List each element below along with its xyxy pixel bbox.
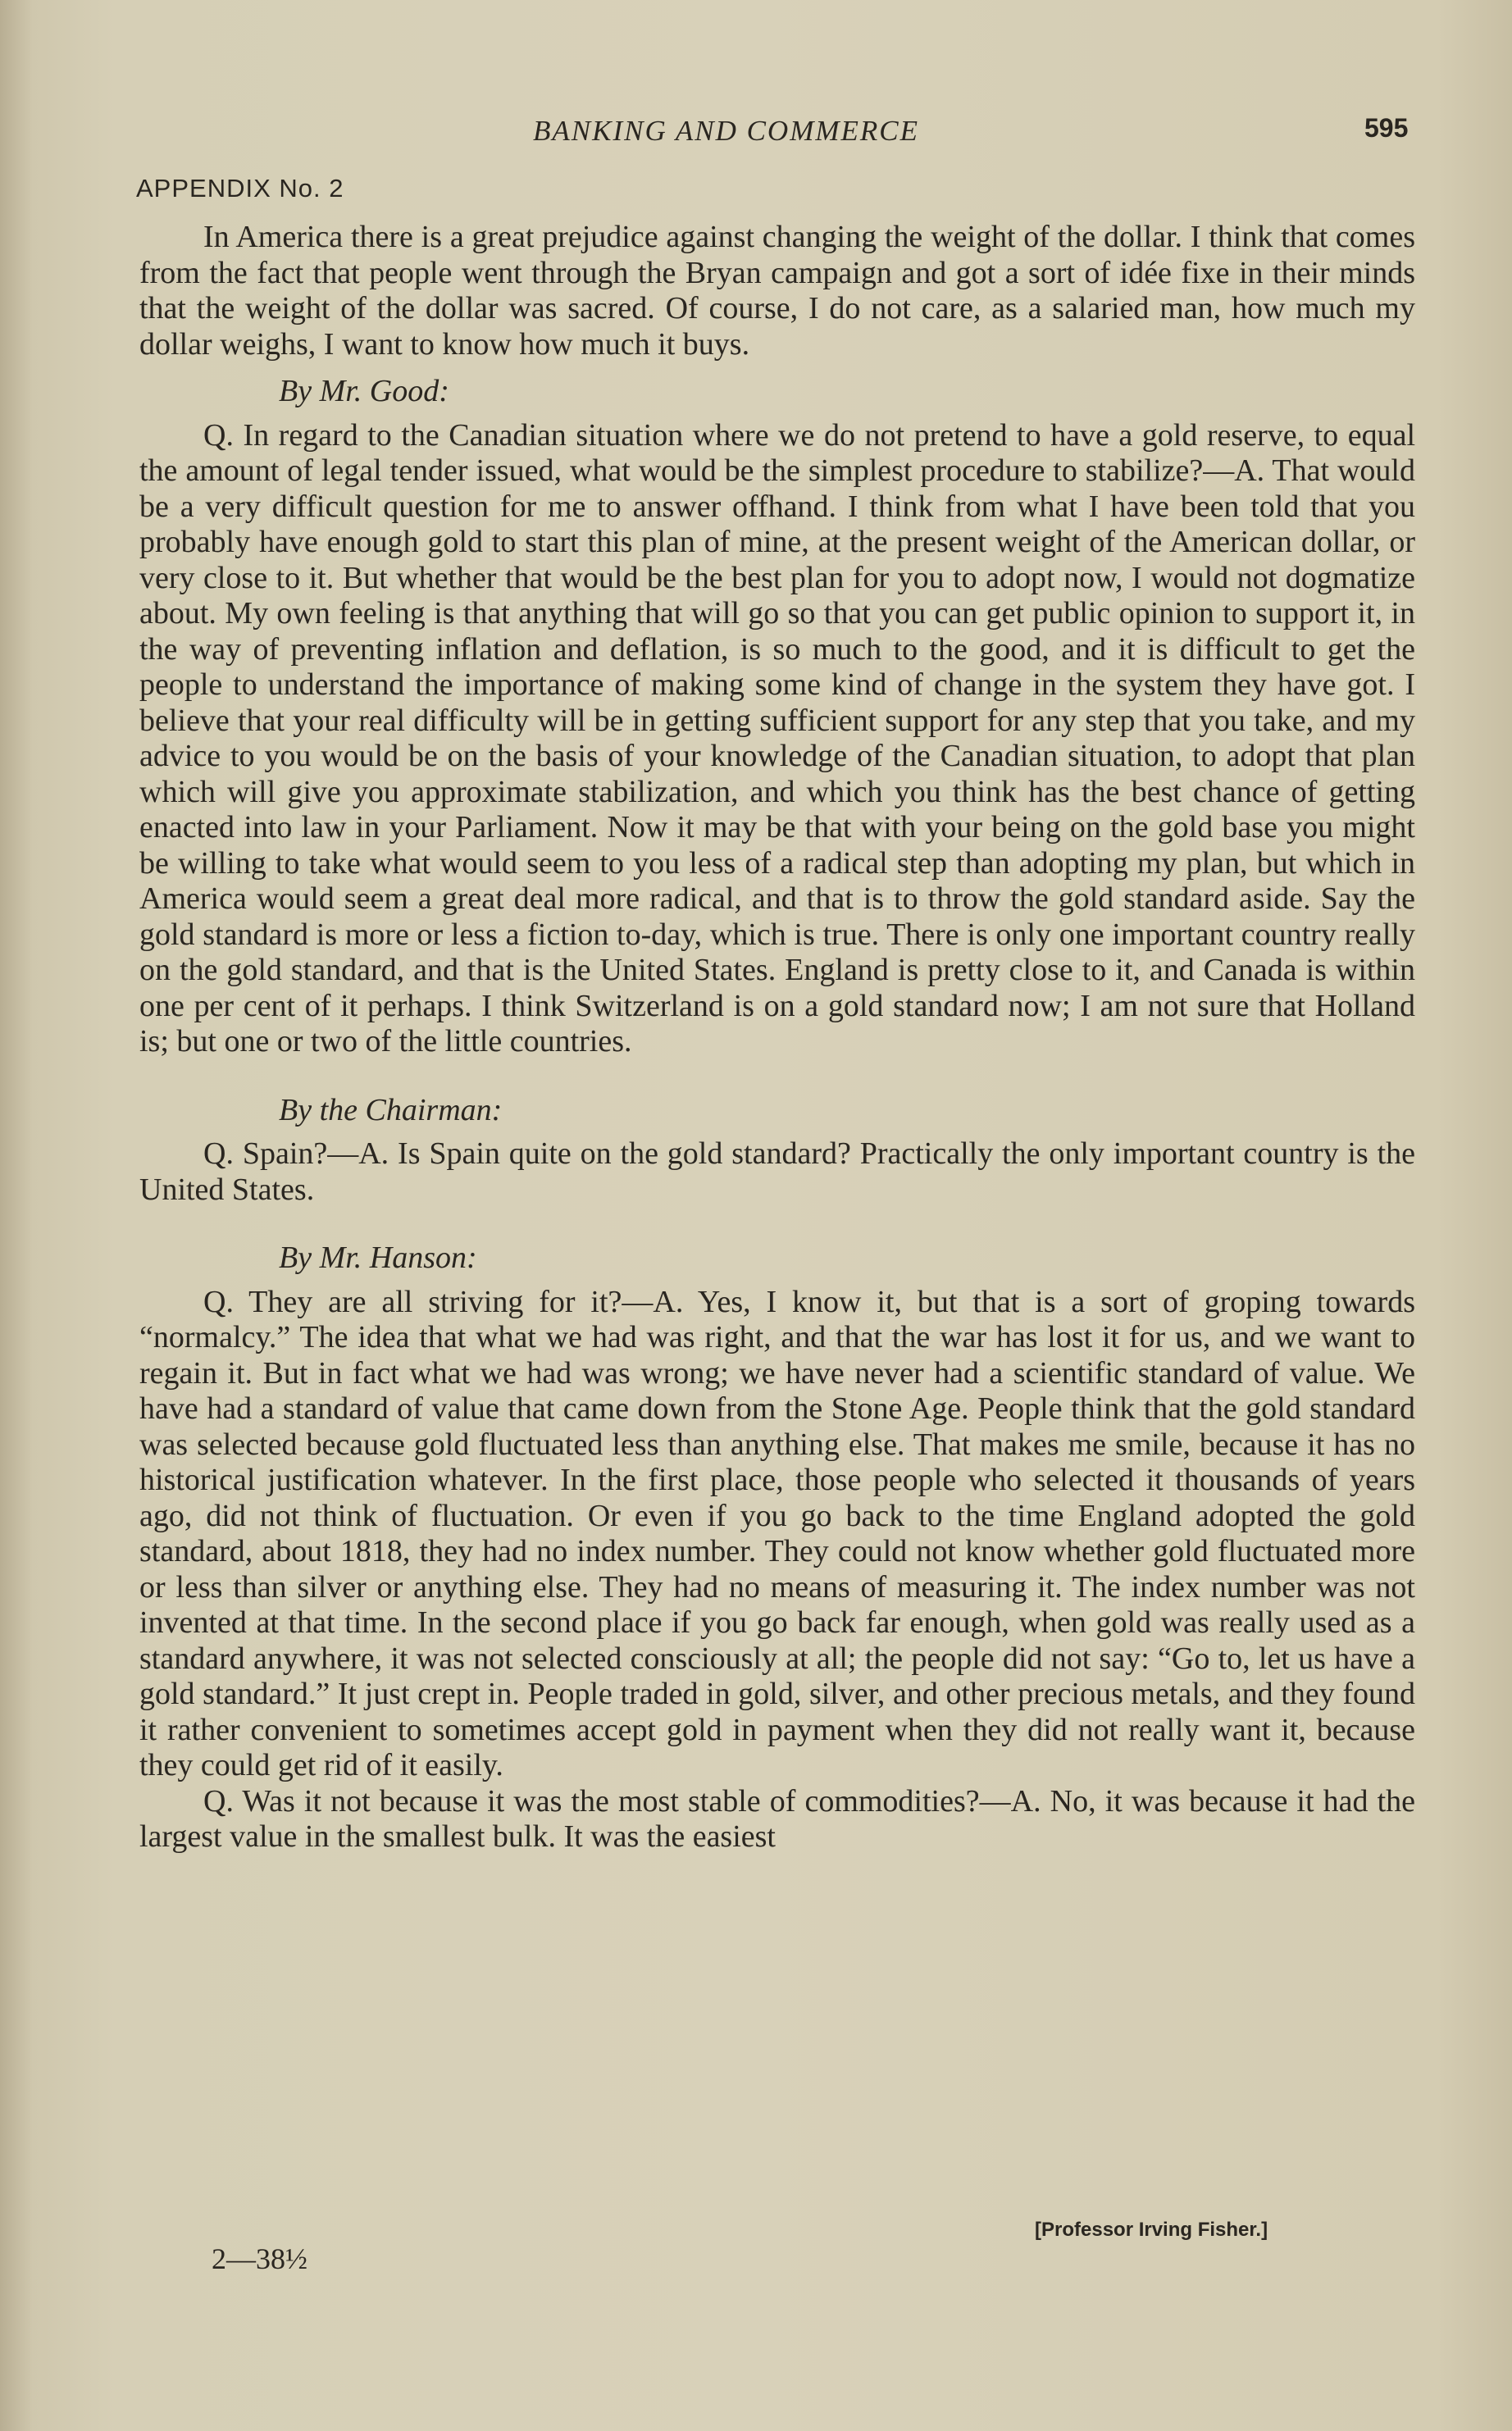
body-text — [139, 220, 1415, 1855]
paragraph-intro: In America there is a great prejudice against changing the weight of the dollar. I think that comes from the fact that people went through the Bryan campaign and got a sort of idée fixe in their minds that the weight of the dollar was sacred. Of course, I do not care, as a salaried man, how much my dollar weighs, I want to know how much it buys. — [139, 220, 1415, 362]
speaker-chairman: By the Chairman: — [279, 1092, 503, 1127]
paragraph-normalcy: Q. They are all striving for it?—A. Yes, I know it, but that is a sort of groping towards “normalcy.” The idea that what we had was right, and that the war has lost it for us, and we want to regain it. But in fact what we had was wrong; we have never had a scientific standard of value. We have had a standard of value that came down from the Stone Age. People think that the gold standard was selected because gold fluctuated less than anything else. That makes me smile, because it has no historical justification whatever. In the first place, those people who selected it thousands of years ago, did not think of fluctuation. Or even if you go back to the time England adopted the gold standard, about 1818, they had no index number. They could not know whether gold fluctuated more or less than silver or anything else. They had no means of measuring it. The index number was not invented at that time. In the second place if you go back far enough, when gold was really used as a standard anywhere, it was not selected consciously at all; the people did not say: “Go to, let us have a gold standard.” It just crept in. People traded in gold, silver, and other precious metals, and they found it rather convenient to sometimes accept gold in payment when they did not really want it, because they could get rid of it easily. — [139, 1284, 1415, 1782]
paragraph-canadian-situation: Q. In regard to the Canadian situation where we do not pretend to have a gold reserve, to equal the amount of legal tender issued, what would be the simplest procedure to stabilize?—A. That would be a very difficult question for me to answer offhand. I think from what I have been told that you probably have enough gold to start this plan of mine, at the present weight of the American dollar, or very close to it. But whether that would be the best plan for you to adopt now, I would not dogmatize about. My own feeling is that anything that will go so that you can get public opinion to support it, in the way of preventing inflation and deflation, is so much to the good, and it is difficult to get the people to understand the importance of making some kind of change in the system they have got. I believe that your real difficulty will be in getting sufficient support for any step that you take, and my advice to you would be on the basis of your knowledge of the Canadian situation, to adopt that plan which will give you approximate stabilization, and which you think has the best chance of getting enacted into law in your Parliament. Now it may be that with your being on the gold base you might be willing to take what would seem to you less of a radical step than adopting my plan, but which in America would seem a great deal more radical, and that is to throw the gold standard aside. Say the gold standard is more or less a fiction to-day, which is true. There is only one important country really on the gold standard, and that is the United States. England is pretty close to it, and Canada is within one per cent of it perhaps. I think Switzerland is on a gold standard now; I am not sure that Holland is; but one or two of the little countries. — [139, 417, 1415, 1058]
running-head: BANKING AND COMMERCE — [533, 115, 920, 147]
speaker-mr-good: By Mr. Good: — [279, 374, 449, 408]
appendix-label: APPENDIX No. 2 — [136, 174, 344, 203]
speaker-credit: [Professor Irving Fisher.] — [1035, 2219, 1268, 2241]
page-number: 595 — [1364, 113, 1409, 143]
signature-mark: 2—38½ — [212, 2242, 307, 2275]
speaker-mr-hanson: By Mr. Hanson: — [279, 1241, 477, 1275]
paragraph-spain: Q. Spain?—A. Is Spain quite on the gold standard? Practically the only important country is the United States. — [139, 1136, 1415, 1207]
paragraph-stable-commodities: Q. Was it not because it was the most stable of commodities?—A. No, it was because it had the largest value in the smallest bulk. It was the easiest — [139, 1783, 1415, 1854]
